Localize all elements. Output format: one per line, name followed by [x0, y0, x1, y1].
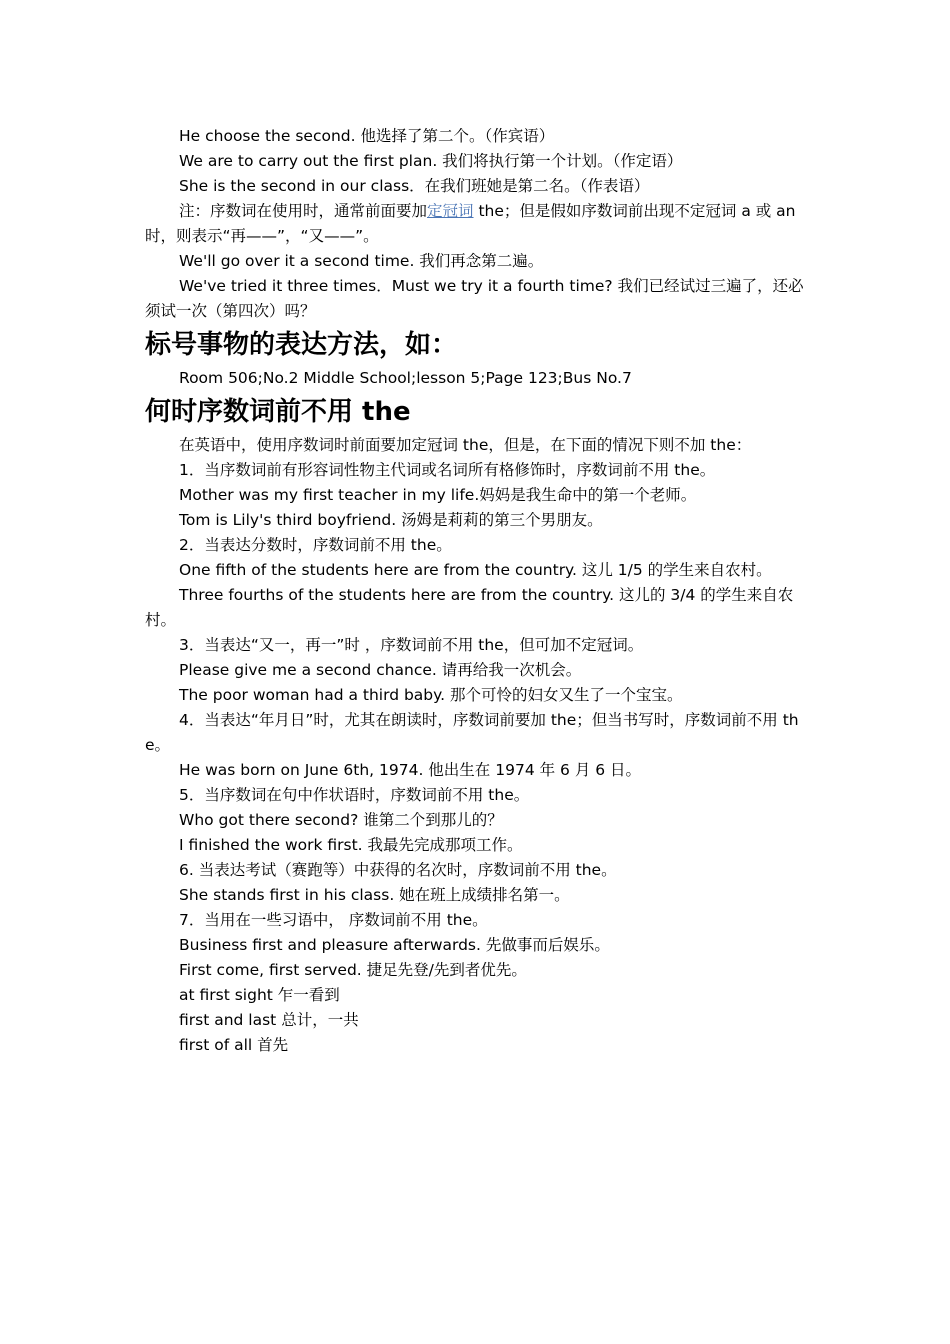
rule-1-example-2: Tom is Lily's third boyfriend. 汤姆是莉莉的第三个男朋友。 [179, 511, 603, 529]
idiom-5: first of all 首先 [179, 1036, 289, 1054]
rule-6: 6. 当表达考试（赛跑等）中获得的名次时，序数词前不用 the。 [179, 861, 617, 879]
example-sentence-4: We'll go over it a second time. 我们再念第二遍。 [179, 252, 544, 270]
rule-3-example-1: Please give me a second chance. 请再给我一次机会。 [179, 661, 582, 679]
section-heading-numbering: 标号事物的表达方法，如： [145, 330, 458, 360]
rule-5: 5．当序数词在句中作状语时，序数词前不用 the。 [179, 786, 530, 804]
rule-4: 4．当表达“年月日”时，尤其在朗读时，序数词前要加 the；但当书写时，序数词前不用 the。 [145, 711, 799, 754]
rule-5-example-1: Who got there second? 谁第二个到那儿的？ [179, 811, 503, 829]
rule-3-example-2: The poor woman had a third baby. 那个可怜的妇女又生了一个宝宝。 [179, 686, 683, 704]
document-page [145, 124, 807, 1058]
note-paragraph [145, 199, 807, 249]
rule-6-example: She stands first in his class. 她在班上成绩排名第一。 [179, 886, 570, 904]
rule-2: 2．当表达分数时，序数词前不用 the。 [179, 536, 452, 554]
example-sentence-5: We've tried it three times．Must we try it a fourth time? 我们已经试过三遍了，还必须试一次（第四次）吗？ [145, 277, 804, 320]
note-text-start: 注：序数词在使用时，通常前面要加 [179, 202, 428, 220]
rule-1: 1．当序数词前有形容词性物主代词或名词所有格修饰时，序数词前不用 the。 [179, 461, 716, 479]
idiom-1: Business first and pleasure afterwards. 先做事而后娱乐。 [179, 936, 610, 954]
numbering-examples: Room 506;No.2 Middle School;lesson 5;Page 123;Bus No.7 [179, 369, 632, 387]
rule-5-example-2: I finished the work first. 我最先完成那项工作。 [179, 836, 523, 854]
note-text-end: the；但是假如序数词前出现不定冠词 a 或 an 时，则表示“再——”，“又——”。 [145, 202, 796, 245]
idiom-3: at first sight 乍一看到 [179, 986, 340, 1004]
definite-article-link[interactable]: 定冠词 [427, 202, 474, 220]
rule-2-example-1: One fifth of the students here are from the country. 这儿 1/5 的学生来自农村。 [179, 561, 772, 579]
intro-paragraph: 在英语中，使用序数词时前面要加定冠词 the，但是，在下面的情况下则不加 the： [179, 436, 752, 454]
example-sentence-2: We are to carry out the first plan. 我们将执行第一个计划。（作定语） [179, 152, 683, 170]
idiom-4: first and last 总计，一共 [179, 1011, 359, 1029]
rule-1-example-1: Mother was my first teacher in my life.妈妈是我生命中的第一个老师。 [179, 486, 697, 504]
idiom-2: First come, first served. 捷足先登/先到者优先。 [179, 961, 527, 979]
rule-4-example: He was born on June 6th, 1974. 他出生在 1974 年 6 月 6 日。 [179, 761, 642, 779]
section-heading-no-the: 何时序数词前不用 the [145, 397, 411, 427]
rule-2-example-2: Three fourths of the students here are from the country. 这儿的 3/4 的学生来自农村。 [145, 586, 794, 629]
rule-7: 7．当用在一些习语中， 序数词前不用 the。 [179, 911, 488, 929]
example-sentence-1: He choose the second. 他选择了第二个。（作宾语） [179, 127, 555, 145]
rule-3: 3．当表达“又一，再一”时 ，序数词前不用 the，但可加不定冠词。 [179, 636, 644, 654]
example-sentence-3: She is the second in our class．在我们班她是第二名。（作表语） [179, 177, 650, 195]
